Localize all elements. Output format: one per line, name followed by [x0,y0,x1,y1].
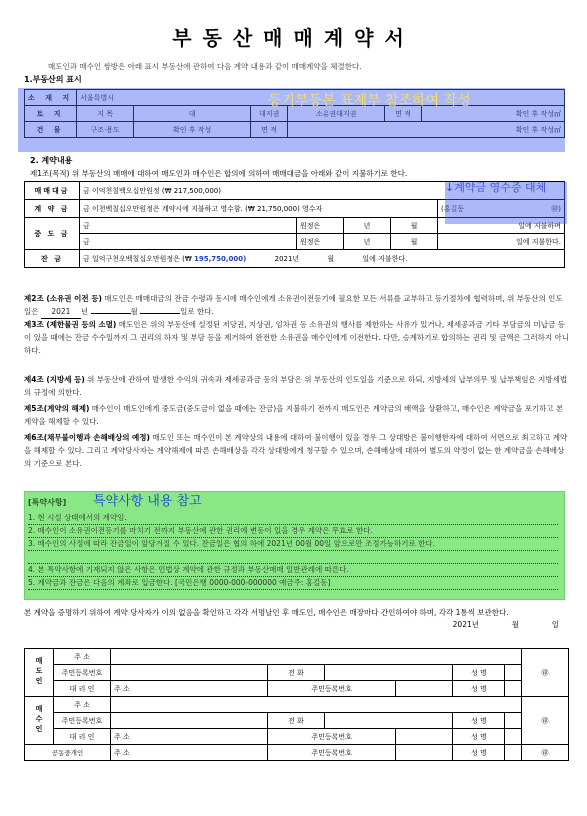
seller-proxy-address: 주 소 [111,681,268,697]
land-right-value: 소유권대지권 [288,106,385,122]
middle-prefix-2: 금 [80,234,297,250]
article-1: 제1조(목적) 위 부동산의 매매에 대하여 매도인과 매수인은 합의에 의하여 매매대금을 아래와 같이 지불하기로 한다. [30,169,408,178]
buyer-name-value [505,713,522,729]
seller-address-label: 주 소 [54,649,111,665]
seller-label: 매도인 [35,656,43,687]
seller-id-value [111,665,268,681]
section-property-heading: 1.부동산의 표시 [24,75,82,84]
seller-phone-value [325,665,453,681]
buyer-proxy-id-value [396,729,453,745]
seller-name-value [505,665,522,681]
structure-value: 확인 후 작성 [134,122,251,138]
middle-year-1: 년 [344,218,391,234]
joint-broker-name-value [505,745,522,761]
middle-label: 중 도 금 [25,218,80,250]
special-item-5: 5. 계약금과 잔금은 다음의 계좌로 입금한다. [국민은행 0000-000-000000 예금주: 홍길동] [28,577,558,590]
seller-proxy-name-label: 성 명 [453,681,505,697]
special-item-1: 1. 현 시설 상태에서의 계약임. [28,512,558,525]
land-area-value: 확인 후 작성㎡ [422,106,565,122]
buyer-proxy-name-value [505,729,522,745]
article-2-title: 제2조 (소유권 이전 등) [24,294,102,303]
deposit-receiver: (홍길동 [441,204,465,213]
deposit-value: 금 이천백칠십오만원정은 계약시에 지불하고 영수함. (₩ 21,750,000) 영수자 [80,200,438,218]
land-area-label: 면 적 [385,106,422,122]
special-terms-title: [특약사항] [28,498,67,507]
middle-won-2: 원정은 [297,234,344,250]
balance-amount: 195,750,000) [194,254,247,263]
middle-pay-1: 일에 지불하며 [438,218,565,234]
buyer-label: 매수인 [35,704,43,735]
buyer-proxy-label: 대 리 인 [54,729,111,745]
article-6-text: 매도인 또는 매수인이 본 계약상의 내용에 대하여 불이행이 있을 경우 그 상대방은 불이행한자에 대하여 서면으로 최고하고 계약을 해제할 수 있다. 그리고 계약당사자는 계약해제에 따른 손해배상을 각각 상대방에게 청구할 수 있으며, 손해배상에 대하여 별도의 약정이 없는 한 계약금을 손해배상의 기준으로 본다. [24,433,568,468]
middle-year-2: 년 [344,234,391,250]
article-6-title: 제6조(채무불이행과 손해배상의 예정) [24,433,150,442]
article-2-year-unit: 년 [80,307,89,316]
article-2-day [140,313,180,314]
seller-label-cell [25,649,54,697]
buyer-proxy-address: 주 소 [111,729,268,745]
overlay-note-register: 등기부등본 표제부 참조하여 작성 [268,93,471,109]
closing-text [24,607,569,629]
seller-name-label: 성 명 [453,665,505,681]
seller-address-value [111,649,522,665]
buyer-id-value [111,713,268,729]
seller-id-label: 주민등록번호 [54,665,111,681]
closing-day: 일 [551,620,559,629]
article-2-year: 2021 [41,305,81,319]
special-item-4: 4. 본 특약사항에 기재되지 않은 사항은 민법상 계약에 관한 규정과 부동산매매 일반관례에 따른다. [28,564,558,577]
middle-month-1: 월 [391,218,438,234]
balance-year: 2021년 [274,254,300,263]
price-label: 매매대금 [25,182,80,200]
building-area-value: 확인 후 작성㎡ [288,122,565,138]
balance-pay: 일에 지불한다. [362,254,408,263]
buyer-phone-label: 전 화 [268,713,325,729]
land-label: 토 지 [25,106,77,122]
article-6 [24,431,569,470]
special-item-2: 2. 매수인이 소유권이전등기를 마치기 전까지 부동산에 관한 권리에 변동이 있을 경우 계약은 무효로 한다. [28,525,558,538]
seller-phone-label: 전 화 [268,665,325,681]
article-3-title: 제3조 (제한물권 등의 소멸) [24,320,117,329]
seller-proxy-id-label: 주민등록번호 [268,681,396,697]
page-title: 부동산매매계약서 [172,26,415,50]
article-4 [24,373,569,399]
land-type-label: 지 목 [77,106,134,122]
overlay-note-receipt: ↓계약금 영수증 대체 [445,181,547,194]
special-terms-note: 특약사항 내용 참고 [93,494,202,509]
closing-month: 월 [511,620,519,629]
buyer-label-cell [25,697,54,745]
closing-sentence: 본 계약을 증명하기 위하여 계약 당사자가 이의 없음을 확인하고 각각 서명날인 후 매도인, 매수인은 매장마다 간인하여야 하며, 각각 1통씩 보관한다. [24,608,509,617]
balance-label: 잔 금 [25,250,80,268]
article-5 [24,402,569,428]
seller-seal: ㊞ [522,649,569,697]
article-4-title: 제4조 (지방세 등) [24,375,85,384]
closing-year: 2021년 [452,620,479,629]
middle-won-1: 원정은 [297,218,344,234]
article-5-text: 매수인이 매도인에게 중도금(중도금이 없을 때에는 잔금)을 지불하기 전까지 매도인은 계약금의 배액을 상환하고, 매수인은 계약금을 포기하고 본 계약을 해제할 수 있다. [24,404,564,426]
middle-month-2: 월 [391,234,438,250]
buyer-proxy-id-label: 주민등록번호 [268,729,396,745]
seller-proxy-name-value [505,681,522,697]
joint-broker-id-value [396,745,453,761]
seller-proxy-id-value [396,681,453,697]
article-2-text: 매도인은 매매대금의 잔금 수령과 동시에 매수인에게 소유권이전등기에 필요한 모든 서류를 교부하고 등기절차에 협력하며, 위 부동산의 인도일은 [24,294,563,316]
buyer-phone-value [325,713,453,729]
section-contract-heading: 2. 계약내용 [30,156,73,165]
deposit-seal: ㊞) [551,204,561,213]
article-3-text: 매도인은 위의 부동산에 설정된 저당권, 지상권, 임차권 등 소유권의 행사를 제한하는 사유가 있거나, 제세공과금 기타 부담금의 미납금 등이 있을 때에는 잔금 수수일까지 그 권리의 하자 및 부담 등을 제거하여 완전한 소유권을 매수인에게 이전한다. 다만, 승계하기로 합의하는 권리 및 금액은 그러하지 아니하다. [24,320,570,355]
article-2 [24,292,569,319]
buyer-address-value [111,697,522,713]
building-area-label: 면 적 [251,122,288,138]
article-3 [24,318,569,357]
article-4-text: 위 부동산에 관하여 발생한 수익의 귀속과 제세공과금 등의 부담은 위 부동산의 인도일을 기준으로 하되, 지방세의 납부의무 및 납부책임은 지방세법의 규정에 의한다. [24,375,568,397]
article-5-title: 제5조(계약의 해제) [24,404,90,413]
article-2-month [91,313,131,314]
middle-prefix-1: 금 [80,218,297,234]
deposit-label: 계 약 금 [25,200,80,218]
buyer-proxy-name-label: 성 명 [453,729,505,745]
land-type-value: 대 [134,106,251,122]
balance-value: 금 일억구천오백칠십오만원정은 (₩ [83,254,192,263]
joint-broker-seal: ㊞ [522,745,569,761]
intro-text: 매도인과 매수인 쌍방은 아래 표시 부동산에 관하여 다음 계약 내용과 같이 매매계약을 체결한다. [48,62,362,71]
buyer-name-label: 성 명 [453,713,505,729]
location-value: 서울특별시 [77,90,565,106]
structure-label: 구조·용도 [77,122,134,138]
price-value: 금 이억천칠백오십만원정 (₩ 217,500,000) [80,182,565,200]
balance-cell [80,250,565,268]
joint-broker-name-label: 성 명 [453,745,505,761]
parties-table [24,648,569,761]
land-right-label: 대지권 [251,106,288,122]
seller-proxy-label: 대 리 인 [54,681,111,697]
special-item-3: 3. 매수인의 사정에 따라 잔금일이 앞당겨질 수 있다. 잔금일은 협의 하에 2021년 00월 00일 앞으로만 조정가능하기로 한다. [28,538,558,551]
buyer-id-label: 주민등록번호 [54,713,111,729]
balance-month: 월 [327,254,335,263]
joint-broker-address-label: 주 소 [111,745,268,761]
middle-pay-2: 일에 지불한다. [438,234,565,250]
article-2-day-unit: 일로 한다. [180,307,214,316]
location-label: 소 재 지 [25,90,77,106]
joint-broker-label: 공동중개인 [25,745,111,761]
article-2-month-unit: 월 [130,307,138,316]
buyer-seal: ㊞ [522,697,569,745]
special-item-3b [28,551,558,564]
building-label: 건 물 [25,122,77,138]
buyer-address-label: 주 소 [54,697,111,713]
joint-broker-id-label: 주민등록번호 [268,745,396,761]
